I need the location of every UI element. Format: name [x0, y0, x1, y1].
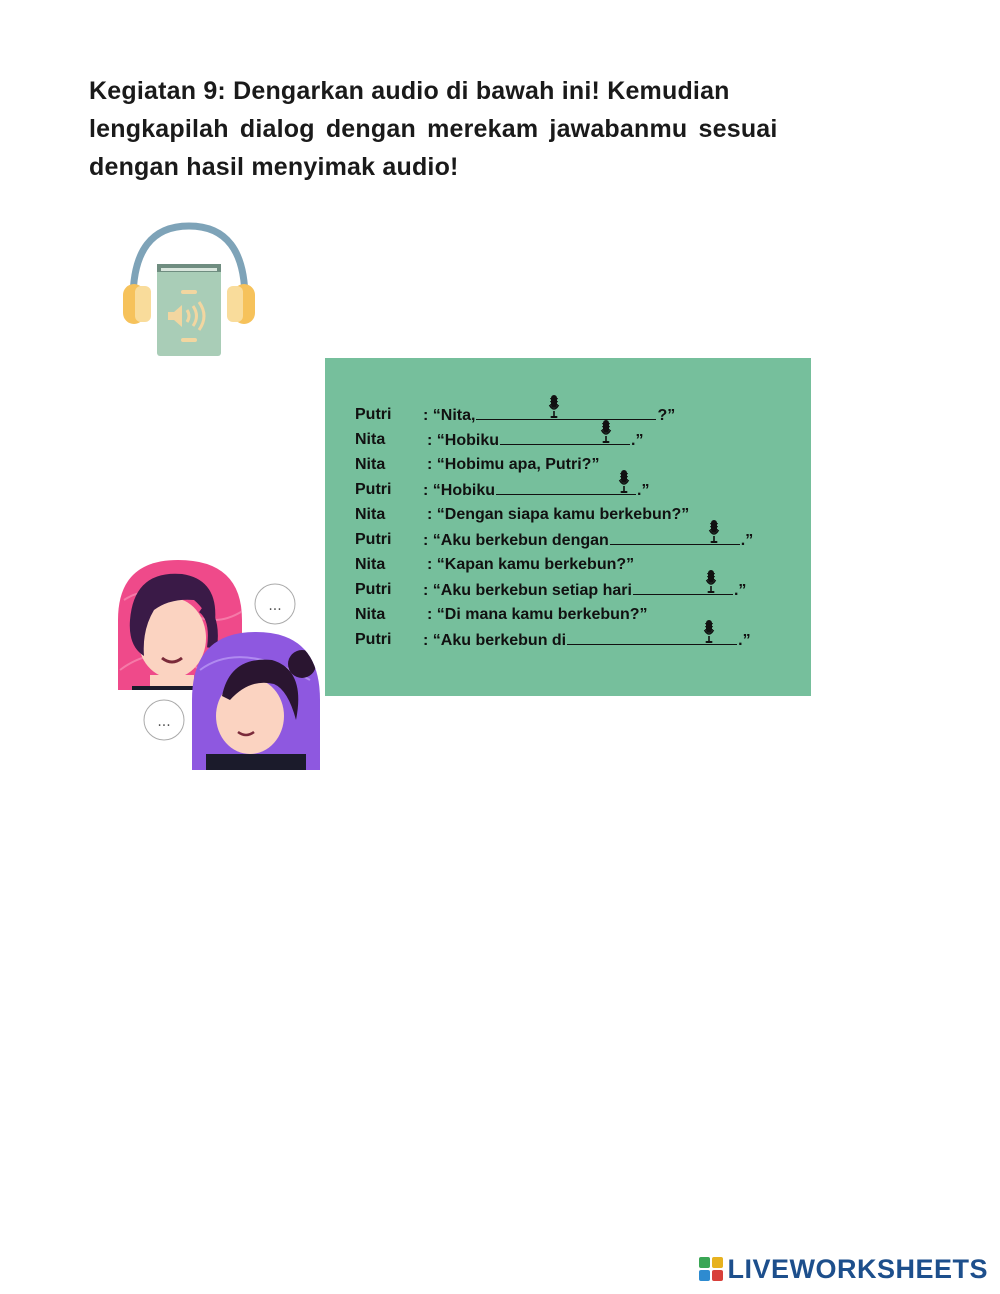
- answer-blank[interactable]: [633, 578, 733, 595]
- dialog-text-before-blank: : “Hobiku: [427, 432, 499, 449]
- dialog-text-before-blank: : “Aku berkebun setiap hari: [423, 582, 632, 599]
- microphone-icon[interactable]: [600, 420, 612, 446]
- dialog-text-after-blank: ?”: [657, 407, 676, 424]
- activity-instruction: [89, 72, 849, 186]
- microphone-icon[interactable]: [703, 620, 715, 646]
- instruction-line-3: dengan hasil menyimak audio!: [89, 153, 459, 181]
- instruction-line-1: Kegiatan 9: Dengarkan audio di bawah ini! Kemudian: [89, 77, 730, 105]
- dialog-text-after-blank: .”: [631, 432, 644, 449]
- microphone-icon[interactable]: [618, 470, 630, 496]
- dialog-text-after-blank: .”: [738, 632, 751, 649]
- svg-text:...: ...: [268, 598, 282, 614]
- speech-bubble-icon: [144, 700, 184, 740]
- audio-book-headphones-icon[interactable]: [113, 220, 265, 360]
- microphone-icon[interactable]: [705, 570, 717, 596]
- dialog-text-after-blank: .”: [637, 482, 650, 499]
- dialog-text-after-blank: .”: [740, 532, 754, 549]
- dialog-utterance: [423, 478, 649, 503]
- dialog-speaker: Nita: [355, 506, 386, 523]
- dialog-text-before-blank: : “Aku berkebun dengan: [423, 532, 609, 549]
- dialog-utterance: [423, 628, 751, 653]
- answer-blank[interactable]: [567, 628, 737, 645]
- dialog-text-before-blank: : “Nita,: [423, 407, 476, 424]
- dialog-text-after-blank: .”: [733, 582, 747, 599]
- dialog-utterance: [423, 528, 753, 553]
- svg-text:...: ...: [157, 714, 171, 730]
- answer-blank[interactable]: [496, 478, 636, 495]
- dialog-speaker: Putri: [355, 631, 392, 648]
- dialog-text-before-blank: : “Hobiku: [423, 482, 495, 499]
- dialog-utterance: [423, 403, 675, 428]
- logo-text: LIVEWORKSHEETS: [727, 1253, 988, 1284]
- answer-blank[interactable]: [476, 403, 656, 420]
- dialog-speaker: Nita: [355, 431, 386, 448]
- instruction-line-2: lengkapilah dialog dengan merekam jawabanmu sesuai: [89, 115, 778, 143]
- microphone-icon[interactable]: [708, 520, 720, 546]
- dialog-utterance: : “Di mana kamu berkebun?”: [427, 606, 648, 623]
- dialog-text-before-blank: : “Aku berkebun di: [423, 632, 567, 649]
- dialog-utterance: [423, 578, 746, 603]
- logo-tiles-icon: [699, 1257, 723, 1281]
- dialog-utterance: : “Kapan kamu berkebun?”: [427, 556, 635, 573]
- dialog-speaker: Putri: [355, 406, 392, 423]
- dialog-speaker: Putri: [355, 531, 392, 548]
- dialog-utterance: : “Hobimu apa, Putri?”: [427, 456, 600, 473]
- dialog-utterance: : “Dengan siapa kamu berkebun?”: [427, 506, 690, 523]
- dialog-panel: [325, 358, 811, 696]
- answer-blank[interactable]: [610, 528, 740, 545]
- dialog-speaker: Putri: [355, 581, 392, 598]
- liveworksheets-logo[interactable]: [699, 1254, 988, 1284]
- dialog-utterance: [427, 428, 643, 453]
- dialog-speaker: Nita: [355, 456, 386, 473]
- dialog-speaker: Nita: [355, 556, 386, 573]
- dialog-speaker: Nita: [355, 606, 386, 623]
- dialog-speaker: Putri: [355, 481, 392, 498]
- two-people-talking-illustration: [110, 560, 328, 770]
- answer-blank[interactable]: [500, 428, 630, 445]
- microphone-icon[interactable]: [548, 395, 560, 421]
- speech-bubble-icon: [255, 584, 295, 624]
